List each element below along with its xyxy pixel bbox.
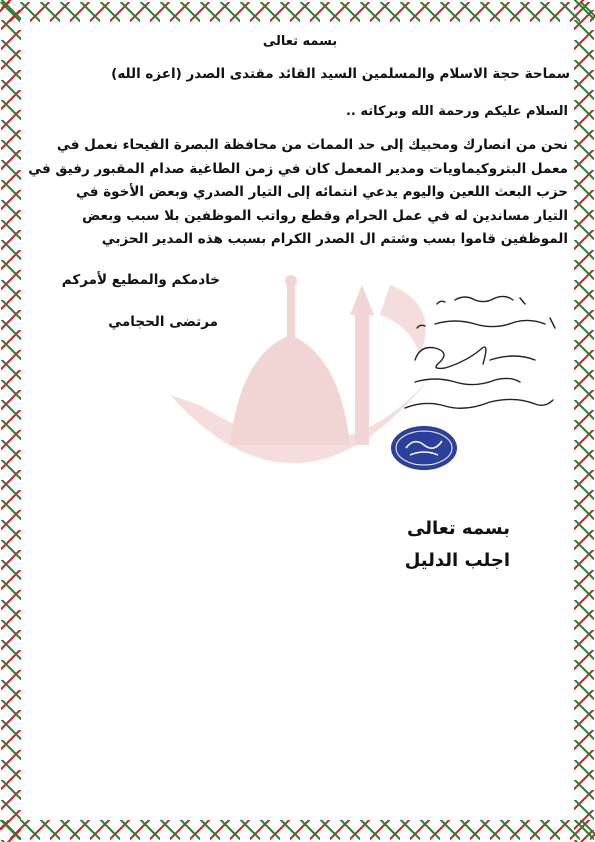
seal-stamp (388, 423, 460, 473)
letter-signer: مرتضى الحجامي (108, 314, 218, 330)
letter-greeting: السلام عليكم ورحمة الله وبركاته .. (345, 104, 568, 119)
body-line: نحن من انصارك ومحبيك إلى حد الممات من محافظة البصرة الفيحاء نعمل في (56, 137, 568, 153)
decorative-border-left (0, 0, 22, 842)
letter-closing: خادمكم والمطيع لأمركم (61, 272, 220, 288)
letter-body (28, 134, 568, 252)
body-line: التيار مساندين له في عمل الحرام وقطع رواتب الموظفين بلا سبب وبعض (82, 207, 568, 224)
body-line: معمل البتروكيماويات ومدير المعمل كان في زمن الطاغية صدام المقبور رفيق في (28, 160, 568, 177)
reply-heading: بسمه تعالى (407, 518, 510, 539)
handwritten-signature (395, 290, 565, 425)
decorative-border-top (0, 0, 595, 24)
letter-addressee: سماحة حجة الاسلام والمسلمين السيد القائد مقتدى الصدر (اعزه الله) (111, 66, 570, 82)
body-line: الموظفين قاموا بسب وشتم ال الصدر الكرام بسبب هذه المدير الحزبي (101, 231, 568, 247)
reply-text: اجلب الدليل (404, 550, 510, 571)
letter-heading: بسمه تعالى (262, 34, 338, 49)
body-line: حزب البعث اللعين واليوم يدعي انتمائه إلى التيار الصدري وبعض الأخوة في (76, 184, 568, 200)
decorative-border-right (573, 0, 595, 842)
decorative-border-bottom (0, 818, 595, 842)
